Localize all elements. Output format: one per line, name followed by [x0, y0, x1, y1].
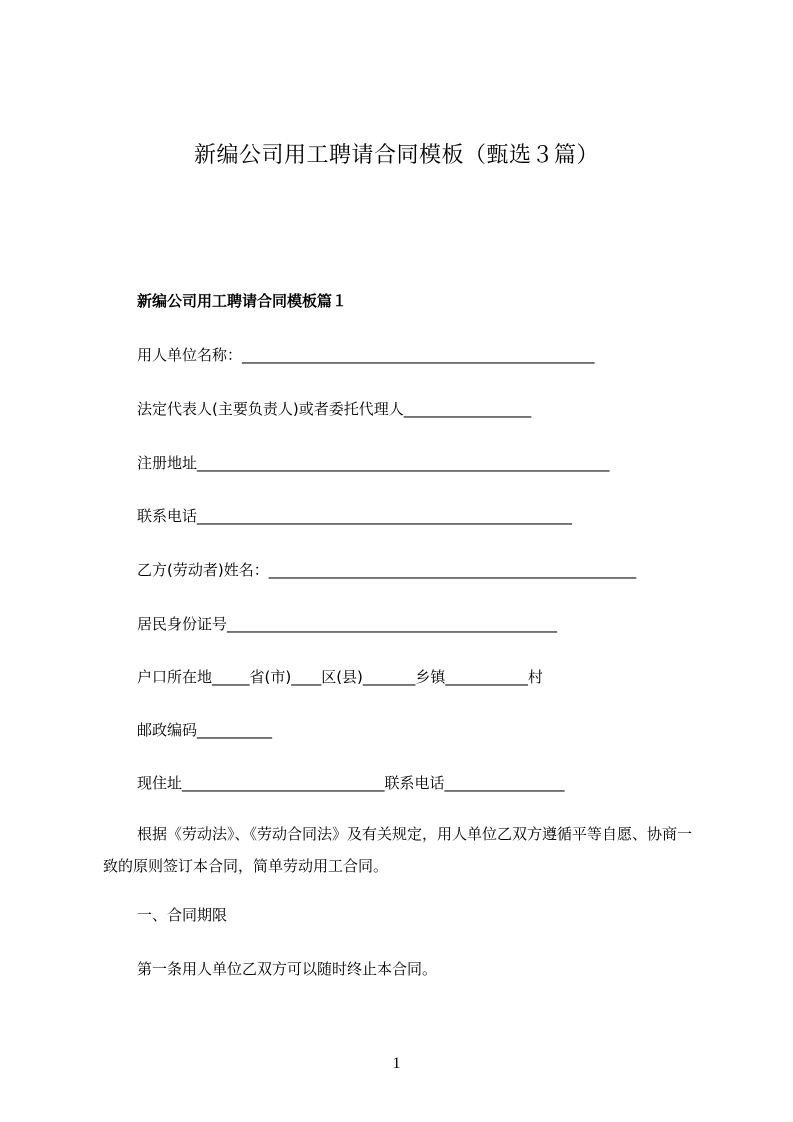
field-employee-name: 乙方(劳动者)姓名：_________________________________________________ — [137, 561, 637, 579]
field-current-address: 现住址___________________________联系电话________________ — [137, 774, 565, 792]
field-phone: 联系电话__________________________________________________ — [137, 507, 573, 525]
section-heading: 新编公司用工聘请合同模板篇１ — [137, 292, 348, 310]
intro-paragraph-text: 根据《劳动法》、《劳动合同法》及有关规定，用人单位乙双方遵循平等自愿、协商一致的原则签订本合同，简单劳动用工合同。 — [103, 825, 693, 875]
page-number: 1 — [392, 1055, 401, 1072]
field-registered-address: 注册地址_______________________________________________________ — [137, 454, 610, 472]
field-employer-name: 用人单位名称：_______________________________________________ — [137, 346, 595, 364]
field-household-registration: 户口所在地_____省(市)____区(县)_______乡镇___________村 — [137, 668, 543, 686]
field-postal-code: 邮政编码__________ — [137, 721, 273, 739]
clause-heading: 一、合同期限 — [137, 906, 228, 924]
document-title: 新编公司用工聘请合同模板（甄选３篇） — [193, 143, 599, 168]
clause-text: 第一条用人单位乙双方可以随时终止本合同。 — [137, 960, 438, 978]
intro-paragraph — [103, 818, 703, 882]
field-legal-representative: 法定代表人(主要负责人)或者委托代理人_________________ — [137, 400, 532, 418]
field-id-number: 居民身份证号____________________________________________ — [137, 615, 558, 633]
